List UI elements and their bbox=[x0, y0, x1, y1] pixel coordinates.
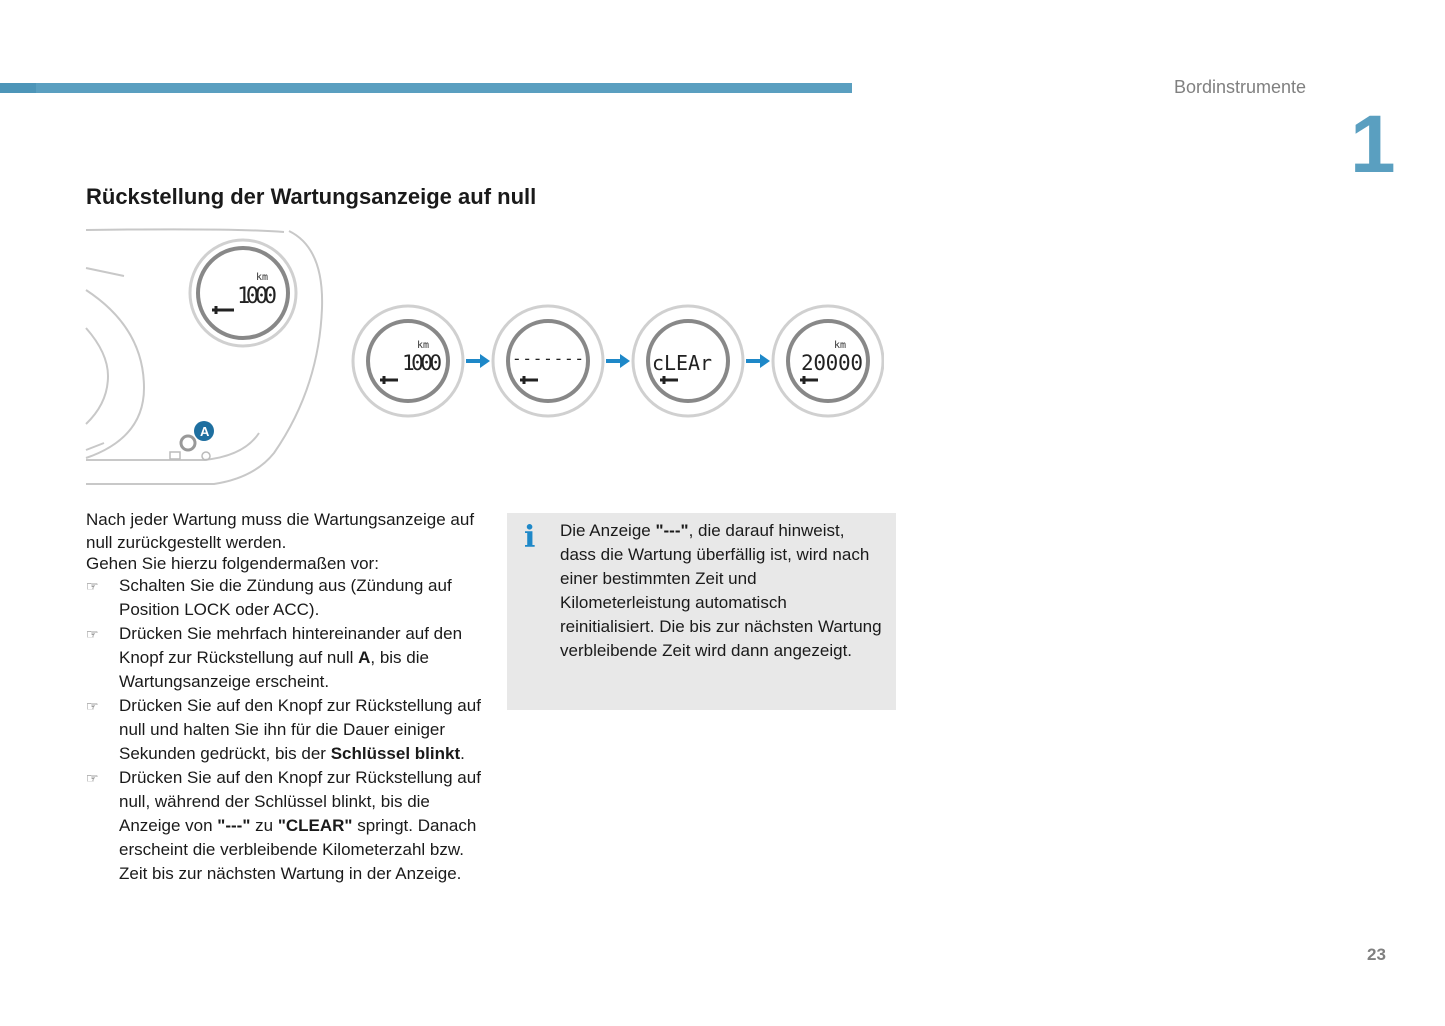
list-item bbox=[86, 574, 486, 622]
header-bar-edge bbox=[0, 83, 36, 93]
dashboard-display-unit: km bbox=[256, 272, 269, 283]
sequence-value: cLEAr bbox=[652, 351, 712, 375]
sequence-display-1 bbox=[353, 306, 463, 416]
info-text-bold: "---" bbox=[655, 521, 689, 540]
arrow-icon bbox=[606, 354, 630, 368]
info-text-part: Die Anzeige bbox=[560, 521, 656, 540]
step-text: Schalten Sie die Zündung aus (Zündung auf Position LOCK oder ACC). bbox=[119, 576, 452, 619]
section-heading: Rückstellung der Wartungsanzeige auf null bbox=[86, 184, 537, 209]
arrow-icon bbox=[466, 354, 490, 368]
list-item bbox=[86, 622, 486, 694]
chapter-title: Bordinstrumente bbox=[1174, 77, 1307, 97]
list-item bbox=[86, 694, 486, 766]
sequence-unit: km bbox=[417, 340, 430, 351]
reset-button[interactable] bbox=[170, 421, 214, 460]
sequence-value: 20000 bbox=[801, 351, 863, 375]
sequence-display-4 bbox=[773, 306, 883, 416]
step-text-bold: Schlüssel blinkt bbox=[330, 744, 461, 763]
pointing-hand-icon: ☞ bbox=[86, 770, 99, 786]
sequence-value: ------- bbox=[512, 349, 584, 368]
sequence-unit: km bbox=[834, 340, 847, 351]
header-bar bbox=[0, 83, 852, 93]
arrow-icon bbox=[746, 354, 770, 368]
step-text-bold: A bbox=[358, 648, 371, 667]
step-text-bold: "CLEAR" bbox=[277, 816, 353, 835]
step-text-bold: "---" bbox=[217, 816, 251, 835]
info-text-part: , die darauf hinweist, dass die Wartung überfällig ist, wird nach einer bestimmten Zeit und Kilometerleistung automatisch reinitialisiert. Die bis zur nächsten Wartung verbleibende Zeit wird dann angezeigt. bbox=[560, 521, 882, 660]
info-text bbox=[560, 519, 885, 663]
pointing-hand-icon: ☞ bbox=[86, 698, 99, 714]
step-text: , bis die Wartungsanzeige erscheint. bbox=[119, 648, 429, 691]
page-number: 23 bbox=[1367, 945, 1386, 964]
sequence-display-2 bbox=[493, 306, 603, 416]
reset-button-label: A bbox=[200, 424, 210, 439]
chapter-number: 1 bbox=[1350, 99, 1396, 190]
step-text: Drücken Sie mehrfach hintereinander auf den Knopf zur Rückstellung auf null bbox=[119, 624, 463, 667]
instrument-illustration bbox=[84, 228, 884, 490]
dashboard-display bbox=[190, 240, 296, 346]
intro-line-2: Gehen Sie hierzu folgendermaßen vor: bbox=[86, 554, 379, 573]
step-text: Drücken Sie auf den Knopf zur Rückstellung auf null und halten Sie ihn für die Dauer einiger Sekunden gedrückt, bis der bbox=[119, 696, 481, 763]
step-text: Drücken Sie auf den Knopf zur Rückstellung auf null, während der Schlüssel blinkt, bis die Anzeige von bbox=[119, 768, 481, 835]
step-text: . bbox=[460, 744, 465, 763]
pointing-hand-icon: ☞ bbox=[86, 626, 99, 642]
pointing-hand-icon: ☞ bbox=[86, 578, 99, 594]
step-text: springt. Danach erscheint die verbleibende Kilometerzahl bzw. Zeit bis zur nächsten Wartung in der Anzeige. bbox=[119, 816, 477, 883]
instrument-figure bbox=[84, 228, 884, 490]
info-icon: i bbox=[524, 520, 536, 555]
list-item bbox=[86, 766, 486, 886]
step-text: zu bbox=[250, 816, 278, 835]
intro-text bbox=[86, 508, 486, 573]
sequence-display-3 bbox=[633, 306, 743, 416]
sequence-value: 1000 bbox=[402, 351, 442, 375]
intro-line-1: Nach jeder Wartung muss die Wartungsanzeige auf null zurückgestellt werden. bbox=[86, 510, 475, 552]
step-list bbox=[86, 574, 486, 886]
dashboard-display-value: 1000 bbox=[237, 284, 277, 309]
